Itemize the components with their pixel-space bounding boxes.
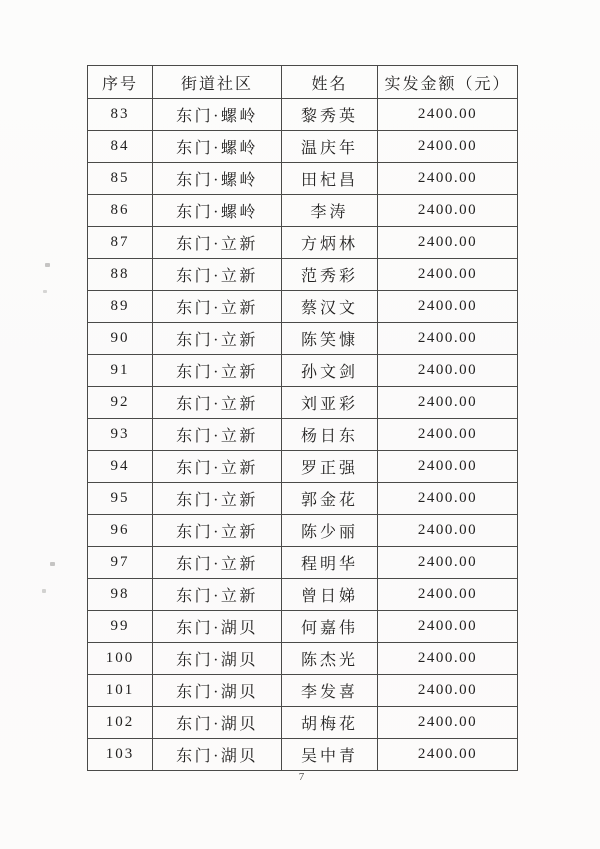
cell-index: 101 [88,675,153,707]
cell-amount: 2400.00 [378,291,518,323]
cell-amount: 2400.00 [378,323,518,355]
cell-community: 东门·立新 [153,515,282,547]
cell-name: 罗正强 [282,451,378,483]
cell-index: 95 [88,483,153,515]
cell-amount: 2400.00 [378,259,518,291]
cell-name: 何嘉伟 [282,611,378,643]
table-row [88,675,518,707]
cell-index: 100 [88,643,153,675]
cell-amount: 2400.00 [378,355,518,387]
cell-name: 温庆年 [282,131,378,163]
cell-name: 刘亚彩 [282,387,378,419]
cell-name: 曾日娣 [282,579,378,611]
page-number: 7 [298,771,306,783]
cell-index: 102 [88,707,153,739]
cell-index: 86 [88,195,153,227]
table-row [88,259,518,291]
cell-index: 85 [88,163,153,195]
cell-community: 东门·立新 [153,323,282,355]
cell-name: 杨日东 [282,419,378,451]
cell-community: 东门·螺岭 [153,163,282,195]
table-row [88,547,518,579]
table-row [88,643,518,675]
cell-amount: 2400.00 [378,707,518,739]
cell-index: 84 [88,131,153,163]
cell-community: 东门·立新 [153,227,282,259]
cell-name: 陈笑慷 [282,323,378,355]
cell-community: 东门·立新 [153,579,282,611]
cell-index: 96 [88,515,153,547]
cell-community: 东门·立新 [153,547,282,579]
cell-community: 东门·湖贝 [153,739,282,771]
table-row [88,355,518,387]
cell-name: 李发喜 [282,675,378,707]
header-row [88,66,518,99]
cell-name: 郭金花 [282,483,378,515]
scan-artifact [45,263,50,267]
cell-name: 方炳林 [282,227,378,259]
cell-community: 东门·立新 [153,387,282,419]
table-row [88,291,518,323]
table-row [88,131,518,163]
cell-name: 孙文剑 [282,355,378,387]
cell-name: 胡梅花 [282,707,378,739]
cell-amount: 2400.00 [378,195,518,227]
cell-name: 陈少丽 [282,515,378,547]
scan-artifact [43,290,47,293]
cell-name: 陈杰光 [282,643,378,675]
cell-index: 87 [88,227,153,259]
col-header-amount: 实发金额（元） [378,66,518,99]
cell-community: 东门·立新 [153,291,282,323]
cell-index: 103 [88,739,153,771]
cell-amount: 2400.00 [378,611,518,643]
cell-amount: 2400.00 [378,515,518,547]
table-row [88,195,518,227]
cell-community: 东门·湖贝 [153,707,282,739]
cell-name: 蔡汉文 [282,291,378,323]
table-row [88,707,518,739]
cell-index: 83 [88,99,153,131]
table-row [88,483,518,515]
table-row [88,323,518,355]
cell-community: 东门·立新 [153,483,282,515]
cell-name: 李涛 [282,195,378,227]
cell-name: 程明华 [282,547,378,579]
cell-amount: 2400.00 [378,419,518,451]
cell-community: 东门·螺岭 [153,99,282,131]
table-row [88,579,518,611]
cell-amount: 2400.00 [378,675,518,707]
cell-amount: 2400.00 [378,131,518,163]
cell-name: 田杞昌 [282,163,378,195]
cell-community: 东门·立新 [153,451,282,483]
cell-index: 99 [88,611,153,643]
payment-table-body [88,99,518,771]
cell-amount: 2400.00 [378,643,518,675]
cell-amount: 2400.00 [378,547,518,579]
col-header-index: 序号 [88,66,153,99]
table-row [88,163,518,195]
payment-table-header [88,66,518,99]
table-row [88,99,518,131]
cell-index: 97 [88,547,153,579]
col-header-name: 姓名 [282,66,378,99]
cell-community: 东门·螺岭 [153,131,282,163]
table-row [88,451,518,483]
table-row [88,515,518,547]
cell-name: 吴中青 [282,739,378,771]
col-header-community: 街道社区 [153,66,282,99]
cell-index: 93 [88,419,153,451]
scan-artifact [50,562,55,566]
cell-amount: 2400.00 [378,163,518,195]
cell-community: 东门·湖贝 [153,611,282,643]
cell-name: 黎秀英 [282,99,378,131]
cell-index: 92 [88,387,153,419]
cell-amount: 2400.00 [378,99,518,131]
table-row [88,227,518,259]
cell-index: 98 [88,579,153,611]
cell-index: 88 [88,259,153,291]
cell-community: 东门·湖贝 [153,643,282,675]
cell-community: 东门·螺岭 [153,195,282,227]
cell-index: 91 [88,355,153,387]
cell-index: 89 [88,291,153,323]
payment-table [87,65,518,771]
table-row [88,387,518,419]
cell-amount: 2400.00 [378,579,518,611]
cell-amount: 2400.00 [378,387,518,419]
cell-amount: 2400.00 [378,483,518,515]
table-row [88,419,518,451]
cell-amount: 2400.00 [378,227,518,259]
cell-community: 东门·立新 [153,419,282,451]
cell-index: 94 [88,451,153,483]
table-row [88,611,518,643]
scan-artifact [42,589,46,593]
cell-community: 东门·湖贝 [153,675,282,707]
cell-amount: 2400.00 [378,739,518,771]
cell-name: 范秀彩 [282,259,378,291]
cell-amount: 2400.00 [378,451,518,483]
cell-index: 90 [88,323,153,355]
cell-community: 东门·立新 [153,259,282,291]
cell-community: 东门·立新 [153,355,282,387]
table-row [88,739,518,771]
